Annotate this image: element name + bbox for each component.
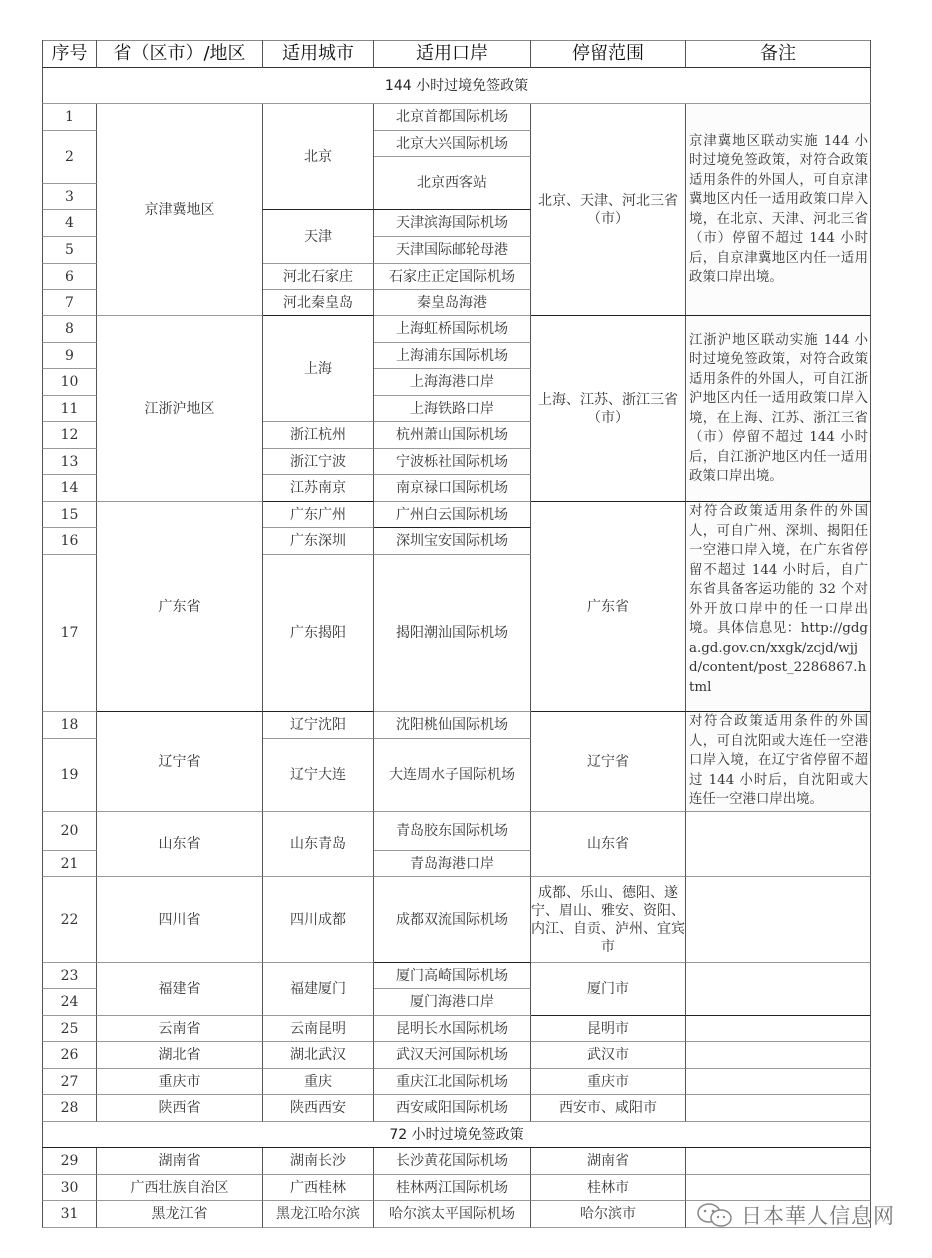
row-index-text: 26 — [60, 1047, 79, 1063]
city-cell — [263, 290, 374, 316]
header-col-port-text: 适用口岸 — [416, 42, 488, 64]
port-cell-text: 青岛胶东国际机场 — [396, 823, 508, 839]
region-cell — [97, 1069, 263, 1095]
row-index-text: 23 — [60, 967, 79, 984]
city-tianjin — [263, 210, 374, 264]
stay-fj-text: 厦门市 — [587, 981, 629, 997]
city-cell-text: 辽宁沈阳 — [290, 717, 346, 733]
city-tianjin-text: 天津 — [304, 228, 332, 245]
city-beijing-text: 北京 — [304, 148, 332, 165]
city-beijing — [263, 104, 374, 210]
city-cell-text: 湖南长沙 — [290, 1153, 346, 1169]
city-shanghai — [263, 316, 374, 422]
port-cell — [374, 422, 531, 449]
port-cell — [374, 449, 531, 475]
row-index — [42, 290, 97, 316]
port-cell-text: 重庆江北国际机场 — [396, 1073, 508, 1090]
stay-jzh-text: 上海、江苏、浙江三省（市） — [538, 391, 678, 426]
row-index-text: 21 — [60, 855, 79, 872]
header-col-region — [97, 40, 263, 68]
city-xiamen-text: 福建厦门 — [290, 981, 346, 997]
port-cell — [374, 1069, 531, 1095]
port-cell-text: 大连周水子国际机场 — [389, 767, 515, 783]
row-index — [42, 739, 97, 812]
region-sc-text: 四川省 — [158, 911, 201, 928]
port-cell-text: 宁波栎社国际机场 — [396, 453, 508, 470]
row-index-text: 31 — [60, 1206, 79, 1222]
city-cell — [263, 555, 374, 712]
stay-cell — [531, 1201, 686, 1228]
row-index-text: 14 — [60, 480, 79, 496]
port-cell-text: 石家庄正定国际机场 — [389, 268, 515, 285]
stay-gd — [531, 502, 686, 712]
note-jzh — [686, 316, 871, 502]
note-ln — [686, 712, 871, 812]
city-cell-text: 黑龙江哈尔滨 — [276, 1206, 360, 1222]
region-cell — [97, 1148, 263, 1175]
port-cell — [374, 131, 531, 157]
row-index — [42, 851, 97, 877]
region-cell — [97, 1201, 263, 1228]
row-index — [42, 316, 97, 343]
region-jzh-text: 江浙沪地区 — [144, 400, 215, 417]
port-cell-text: 沈阳桃仙国际机场 — [396, 717, 508, 733]
row-index-text: 5 — [65, 242, 74, 258]
city-cell-text: 重庆 — [304, 1073, 332, 1090]
watermark-text: 日本華人信息网 — [741, 1204, 895, 1228]
port-cell — [374, 157, 531, 210]
port-cell — [374, 1201, 531, 1228]
port-cell — [374, 1042, 531, 1069]
port-cell — [374, 502, 531, 528]
port-cell — [374, 812, 531, 851]
region-gd — [97, 502, 263, 712]
row-index-text: 6 — [65, 268, 74, 285]
region-cell-text: 云南省 — [158, 1020, 201, 1037]
note-empty — [686, 812, 871, 877]
stay-fj — [531, 963, 686, 1016]
port-cell-text: 北京首都国际机场 — [396, 109, 508, 125]
city-cell-text: 辽宁大连 — [290, 767, 346, 783]
stay-ln — [531, 712, 686, 812]
header-col-city-text: 适用城市 — [282, 42, 354, 64]
note-empty — [686, 1016, 871, 1042]
row-index-text: 8 — [65, 321, 74, 337]
port-cell-text: 杭州萧山国际机场 — [396, 427, 508, 443]
region-cell — [97, 1095, 263, 1122]
port-cell-text: 桂林两江国际机场 — [396, 1179, 508, 1196]
port-cell — [374, 264, 531, 290]
city-cell-text: 广东广州 — [290, 506, 346, 523]
region-cell — [97, 1042, 263, 1069]
stay-cell-text: 湖南省 — [587, 1153, 629, 1169]
row-index-text: 3 — [65, 188, 74, 205]
region-cell-text: 广西壮族自治区 — [130, 1179, 229, 1196]
port-cell-text: 广州白云国际机场 — [396, 506, 508, 523]
row-index — [42, 963, 97, 989]
region-cell-text: 重庆市 — [158, 1073, 201, 1090]
stay-jjj — [531, 104, 686, 316]
note-empty — [686, 963, 871, 1016]
note-empty — [686, 1042, 871, 1069]
city-cell — [263, 449, 374, 475]
row-index — [42, 184, 97, 210]
stay-gd-text: 广东省 — [587, 598, 629, 615]
city-cell — [263, 1148, 374, 1175]
row-index — [42, 449, 97, 475]
note-gd — [686, 502, 871, 712]
row-index — [42, 1042, 97, 1069]
header-col-port — [374, 40, 531, 68]
port-cell-text: 北京大兴国际机场 — [396, 135, 508, 152]
row-index-text: 24 — [60, 994, 79, 1010]
row-index — [42, 989, 97, 1016]
note-ln-text: 对符合政策适用条件的外国人，可自沈阳或大连任一空港口岸入境，在辽宁省停留不超过 144 小时后，自沈阳或大连任一空港口岸出境。 — [689, 714, 868, 807]
city-cell — [263, 1069, 374, 1095]
city-cell-text: 广东深圳 — [290, 533, 346, 549]
row-index-text: 13 — [60, 453, 79, 470]
stay-jzh — [531, 316, 686, 502]
city-cell — [263, 475, 374, 502]
row-index — [42, 528, 97, 555]
watermark — [695, 1200, 895, 1230]
header-col-region-text: 省（区市）/地区 — [113, 42, 246, 64]
port-cell-text: 南京禄口国际机场 — [396, 480, 508, 496]
port-cell — [374, 237, 531, 264]
region-jjj — [97, 104, 263, 316]
row-index-text: 11 — [60, 400, 79, 417]
port-cell-text: 深圳宝安国际机场 — [396, 533, 508, 549]
port-cell — [374, 1175, 531, 1201]
port-cell-text: 天津滨海国际机场 — [396, 215, 508, 231]
city-cell-text: 河北秦皇岛 — [283, 294, 353, 311]
row-index — [42, 1016, 97, 1042]
row-index-text: 15 — [60, 506, 79, 523]
stay-sd — [531, 812, 686, 877]
row-index — [42, 1201, 97, 1228]
note-empty — [686, 1148, 871, 1175]
city-cell — [263, 422, 374, 449]
region-sc — [97, 877, 263, 963]
region-cell-text: 湖北省 — [158, 1047, 201, 1063]
stay-jjj-text: 北京、天津、河北三省（市） — [538, 192, 678, 227]
row-index — [42, 1095, 97, 1122]
row-index — [42, 131, 97, 184]
row-index — [42, 210, 97, 237]
row-index-text: 12 — [60, 427, 79, 443]
stay-cell — [531, 1042, 686, 1069]
row-index-text: 16 — [60, 533, 79, 549]
port-cell-text: 秦皇岛海港 — [417, 294, 487, 311]
region-cell — [97, 1016, 263, 1042]
city-xiamen — [263, 963, 374, 1016]
row-index-text: 17 — [60, 625, 79, 641]
port-cell-text: 揭阳潮汕国际机场 — [396, 625, 508, 641]
row-index-text: 22 — [60, 911, 79, 928]
row-index-text: 25 — [60, 1020, 79, 1037]
port-cell-text: 青岛海港口岸 — [410, 855, 494, 872]
row-index-text: 10 — [60, 374, 79, 390]
row-index-text: 4 — [65, 215, 74, 231]
region-cell-text: 陕西省 — [158, 1100, 201, 1116]
port-cell-text: 厦门高崎国际机场 — [396, 967, 508, 984]
header-col-stay-text: 停留范围 — [572, 42, 644, 64]
port-cell — [374, 343, 531, 369]
stay-cell-text: 武汉市 — [587, 1047, 629, 1063]
port-cell — [374, 369, 531, 396]
row-index — [42, 502, 97, 528]
port-cell — [374, 963, 531, 989]
port-cell — [374, 528, 531, 555]
port-cell — [374, 316, 531, 343]
note-jzh-text: 江浙沪地区联动实施 144 小时过境免签政策，对符合政策适用条件的外国人，可自江浙沪地区内任一适用政策口岸入境，在上海、江苏、浙江三省（市）停留不超过 144 小时后，自江浙沪地区内任一适用政策口岸出境。 — [689, 332, 868, 484]
city-cell-text: 四川成都 — [290, 911, 346, 928]
city-cell — [263, 1095, 374, 1122]
city-cell-text: 陕西西安 — [290, 1100, 346, 1116]
header-col-index-text: 序号 — [51, 42, 88, 64]
city-cell — [263, 1175, 374, 1201]
city-cell — [263, 712, 374, 739]
city-cell-text: 湖北武汉 — [290, 1047, 346, 1063]
note-gd-text: 对符合政策适用条件的外国人，可自广州、深圳、揭阳任一空港口岸入境，在广东省停留不超过 144 小时后，自广东省具备客运功能的 32 个对外开放口岸中的任一口岸出境。具体信息见：http://gdga.gd.gov.cn/xxgk/zcjd/wjjd/content/post_2286867.html — [689, 504, 868, 695]
city-qingdao — [263, 812, 374, 877]
header-col-note-text: 备注 — [760, 42, 796, 64]
region-sd-text: 山东省 — [158, 836, 201, 852]
row-index — [42, 475, 97, 502]
header-col-city — [263, 40, 374, 68]
section-144h-text: 144 小时过境免签政策 — [384, 77, 529, 94]
note-jjj-text: 京津冀地区联动实施 144 小时过境免签政策，对符合政策适用条件的外国人，可自京津冀地区内任一适用政策口岸入境，在北京、天津、河北三省（市）停留不超过 144 小时后，自京津冀地区内任一适用政策口岸出境。 — [689, 133, 868, 285]
stay-cell-text: 昆明市 — [587, 1020, 629, 1037]
port-cell — [374, 104, 531, 131]
region-fj — [97, 963, 263, 1016]
port-cell — [374, 877, 531, 963]
port-cell — [374, 210, 531, 237]
row-index — [42, 1175, 97, 1201]
port-cell — [374, 1095, 531, 1122]
port-cell-text: 长沙黄花国际机场 — [396, 1153, 508, 1169]
note-empty — [686, 877, 871, 963]
row-index-text: 7 — [65, 294, 74, 311]
port-cell-text: 武汉天河国际机场 — [396, 1047, 508, 1063]
port-cell — [374, 290, 531, 316]
region-ln-text: 辽宁省 — [158, 753, 201, 770]
port-cell — [374, 989, 531, 1016]
row-index — [42, 812, 97, 851]
row-index — [42, 237, 97, 264]
header-col-stay — [531, 40, 686, 68]
city-cell-text: 河北石家庄 — [283, 268, 353, 285]
stay-cell — [531, 1175, 686, 1201]
row-index-text: 2 — [65, 149, 74, 165]
port-cell-text: 天津国际邮轮母港 — [396, 242, 508, 258]
port-cell-text: 北京西客站 — [417, 175, 487, 191]
section-72h-text: 72 小时过境免签政策 — [389, 1126, 524, 1143]
region-cell-text: 湖南省 — [158, 1153, 201, 1169]
city-cell-text: 江苏南京 — [290, 480, 346, 496]
port-cell-text: 昆明长水国际机场 — [396, 1020, 508, 1037]
port-cell — [374, 555, 531, 712]
row-index — [42, 369, 97, 396]
city-cell-text: 浙江杭州 — [290, 427, 346, 443]
header-col-index — [42, 40, 97, 68]
region-gd-text: 广东省 — [158, 598, 201, 615]
note-empty — [686, 1069, 871, 1095]
region-fj-text: 福建省 — [158, 981, 201, 997]
row-index-text: 1 — [65, 109, 74, 125]
stay-sc — [531, 877, 686, 963]
section-72h — [42, 1122, 871, 1148]
city-cell — [263, 1201, 374, 1228]
city-cell — [263, 502, 374, 528]
note-jjj — [686, 104, 871, 316]
section-144h — [42, 68, 871, 104]
stay-cell-text: 哈尔滨市 — [580, 1206, 636, 1222]
port-cell — [374, 396, 531, 422]
row-index — [42, 264, 97, 290]
port-cell — [374, 712, 531, 739]
row-index — [42, 396, 97, 422]
port-cell — [374, 1148, 531, 1175]
port-cell — [374, 851, 531, 877]
region-jzh — [97, 316, 263, 502]
stay-cell — [531, 1148, 686, 1175]
row-index-text: 27 — [60, 1073, 79, 1090]
stay-cell — [531, 1095, 686, 1122]
row-index-text: 30 — [60, 1179, 79, 1196]
note-empty — [686, 1175, 871, 1201]
region-cell-text: 黑龙江省 — [151, 1206, 208, 1222]
stay-sd-text: 山东省 — [587, 836, 629, 852]
stay-cell-text: 重庆市 — [587, 1073, 629, 1090]
port-cell — [374, 1016, 531, 1042]
row-index-text: 28 — [60, 1100, 79, 1116]
port-cell-text: 哈尔滨太平国际机场 — [389, 1206, 515, 1222]
port-cell-text: 西安咸阳国际机场 — [396, 1100, 508, 1116]
port-cell-text: 上海海港口岸 — [410, 374, 494, 390]
row-index — [42, 555, 97, 712]
port-cell-text: 厦门海港口岸 — [410, 994, 494, 1010]
header-col-note — [686, 40, 871, 68]
stay-cell-text: 西安市、咸阳市 — [559, 1100, 657, 1116]
stay-sc-text: 成都、乐山、德阳、遂宁、眉山、雅安、资阳、内江、自贡、泸州、宜宾市 — [531, 884, 685, 955]
row-index-text: 20 — [60, 823, 79, 839]
port-cell-text: 上海浦东国际机场 — [396, 347, 508, 364]
row-index — [42, 1148, 97, 1175]
city-cell-text: 浙江宁波 — [290, 453, 346, 470]
port-cell — [374, 739, 531, 812]
city-cell — [263, 877, 374, 963]
city-cell — [263, 1042, 374, 1069]
row-index-text: 18 — [60, 717, 79, 733]
port-cell-text: 上海铁路口岸 — [410, 400, 494, 417]
city-cell-text: 云南昆明 — [290, 1020, 346, 1037]
row-index — [42, 1069, 97, 1095]
city-cell — [263, 264, 374, 290]
city-cell-text: 广东揭阳 — [290, 625, 346, 641]
port-cell — [374, 475, 531, 502]
region-ln — [97, 712, 263, 812]
stay-ln-text: 辽宁省 — [587, 753, 629, 770]
row-index — [42, 712, 97, 739]
note-empty — [686, 1095, 871, 1122]
stay-cell-text: 桂林市 — [587, 1179, 629, 1196]
stay-cell — [531, 1069, 686, 1095]
region-sd — [97, 812, 263, 877]
row-index-text: 19 — [60, 767, 79, 783]
row-index — [42, 104, 97, 131]
row-index — [42, 877, 97, 963]
city-cell — [263, 528, 374, 555]
wechat-icon — [695, 1201, 735, 1229]
city-qingdao-text: 山东青岛 — [290, 836, 346, 852]
city-cell-text: 广西桂林 — [290, 1179, 346, 1196]
region-jjj-text: 京津冀地区 — [144, 201, 215, 218]
city-cell — [263, 739, 374, 812]
city-shanghai-text: 上海 — [304, 360, 332, 377]
port-cell-text: 成都双流国际机场 — [396, 911, 508, 928]
stay-cell — [531, 1016, 686, 1042]
row-index — [42, 422, 97, 449]
row-index-text: 9 — [65, 347, 74, 364]
city-cell — [263, 1016, 374, 1042]
row-index — [42, 343, 97, 369]
region-cell — [97, 1175, 263, 1201]
row-index-text: 29 — [60, 1153, 79, 1169]
port-cell-text: 上海虹桥国际机场 — [396, 321, 508, 337]
